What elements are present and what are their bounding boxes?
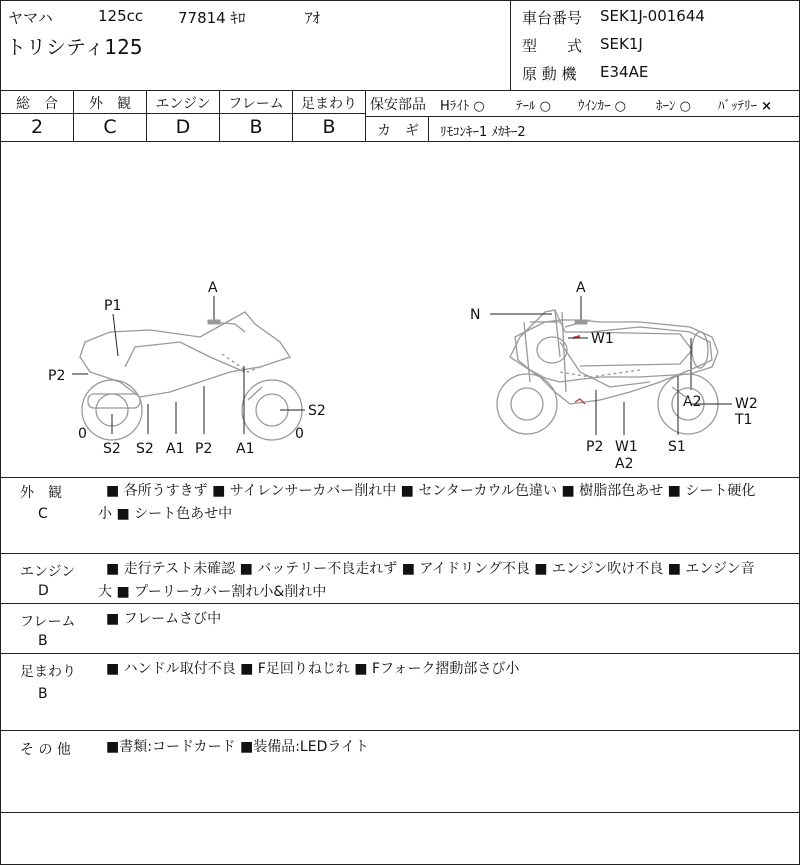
damage-diagram (0, 142, 800, 477)
remark-text-other: ■書類:コードカード ■装備品:LEDライト (106, 739, 369, 755)
grade-header-exterior: 外 観 (89, 96, 131, 112)
scooter-right-view (497, 310, 718, 434)
divider-remark-4 (0, 730, 800, 731)
grade-frame: B (249, 116, 263, 138)
label-top-a2: A2 (683, 394, 702, 410)
label-left-0b: 0 (295, 426, 304, 442)
divider-remark-1 (0, 553, 800, 554)
divider-grade-header (0, 113, 365, 114)
label-right-t1: T1 (735, 412, 753, 428)
divider-header-vertical (510, 0, 511, 90)
safety-item-battery: ﾊﾞｯﾃﾘｰ × (718, 99, 773, 114)
divider-grade-3 (219, 90, 220, 141)
grade-header-frame: フレーム (228, 96, 284, 112)
border-top (0, 0, 800, 1)
divider-remark-5 (0, 812, 800, 813)
remark-text-exterior: ■ 各所うすきず ■ サイレンサーカバー削れ中 ■ センターカウル色違い ■ 樹脂部色あせ ■ シート硬化 小 ■ シート色あせ中 (98, 483, 756, 522)
remark-text-suspension: ■ ハンドル取付不良 ■ F足回りねじれ ■ Fフォーク摺動部さび小 (106, 661, 520, 677)
label-right-p2: P2 (586, 439, 604, 455)
frame-no: SEK1J-001644 (600, 7, 705, 25)
engine-code: E34AE (600, 63, 649, 81)
safety-item-headlight: Hﾗｲﾄ ○ (440, 99, 485, 114)
grade-header-overall: 総 合 (16, 96, 58, 112)
key-label: カ ギ (377, 123, 419, 139)
remark-category-engine: エンジン (20, 564, 76, 580)
remark-grade-exterior: C (38, 506, 48, 522)
label-right-a2: A2 (615, 456, 634, 472)
frame-no-label: 車台番号 (522, 9, 583, 27)
label-left-p2b: P2 (195, 441, 213, 457)
divider-diagram (0, 477, 800, 478)
safety-label: 保安部品 (370, 97, 426, 113)
displacement: 125cc (98, 7, 144, 25)
model-code-label: 型 式 (522, 37, 583, 55)
grade-suspension: B (322, 116, 336, 138)
divider-header (0, 90, 800, 91)
label-left-s2b: S2 (136, 441, 154, 457)
grade-overall: 2 (30, 116, 44, 138)
grade-exterior: C (103, 116, 117, 138)
maker: ヤマハ (8, 9, 53, 27)
label-right-s1: S1 (668, 439, 686, 455)
divider-grade-5 (365, 90, 366, 141)
mileage: 77814 ｷﾛ (178, 9, 246, 27)
remark-category-suspension: 足まわり (20, 664, 76, 680)
divider-remark-3 (0, 653, 800, 654)
label-left-0a: 0 (78, 426, 87, 442)
safety-item-horn: ﾎｰﾝ ○ (656, 99, 691, 114)
remark-text-frame: ■ フレームさび中 (106, 611, 222, 627)
divider-grade-1 (73, 90, 74, 141)
label-left-a1a: A1 (166, 441, 185, 457)
remark-grade-engine: D (38, 583, 49, 599)
label-right-n: N (470, 307, 481, 323)
safety-item-tail: ﾃｰﾙ ○ (516, 99, 551, 114)
divider-key (428, 116, 429, 141)
grade-header-suspension: 足まわり (301, 96, 357, 112)
label-left-p1: P1 (104, 298, 122, 314)
label-left-a1b: A1 (236, 441, 255, 457)
remark-category-exterior: 外 観 (20, 485, 62, 501)
remark-grade-suspension: B (38, 686, 48, 702)
label-left-p2: P2 (48, 368, 66, 384)
grade-engine: D (175, 116, 191, 138)
engine-label: 原 動 機 (522, 65, 577, 83)
divider-safety (365, 116, 800, 117)
remark-grade-frame: B (38, 633, 48, 649)
model-code: SEK1J (600, 35, 643, 53)
safety-item-winker: ｳｲﾝｶｰ ○ (578, 99, 626, 114)
key-value: ﾘﾓｺﾝｷｰ1 ﾒｶｷｰ2 (440, 125, 526, 140)
color: ｱｵ (305, 9, 321, 27)
label-right-w1b: W1 (615, 439, 638, 455)
grade-header-engine: エンジン (155, 96, 211, 112)
label-right-w1a: W1 (591, 331, 614, 347)
remark-category-other: そ の 他 (20, 742, 71, 758)
model-name: トリシティ125 (6, 35, 143, 59)
remark-text-engine: ■ 走行テスト未確認 ■ バッテリー不良走れず ■ アイドリング不良 ■ エンジン吹け不良 ■ エンジン音 大 ■ プーリーカバー割れ小&削れ中 (98, 561, 755, 600)
label-right-a: A (576, 280, 586, 296)
label-left-s2c: S2 (308, 403, 326, 419)
divider-grade-4 (292, 90, 293, 141)
label-left-s2a: S2 (103, 441, 121, 457)
label-left-a: A (208, 280, 218, 296)
label-right-w2: W2 (735, 396, 758, 412)
scooter-left-view (80, 312, 302, 440)
remark-category-frame: フレーム (20, 614, 76, 630)
divider-grade-2 (146, 90, 147, 141)
